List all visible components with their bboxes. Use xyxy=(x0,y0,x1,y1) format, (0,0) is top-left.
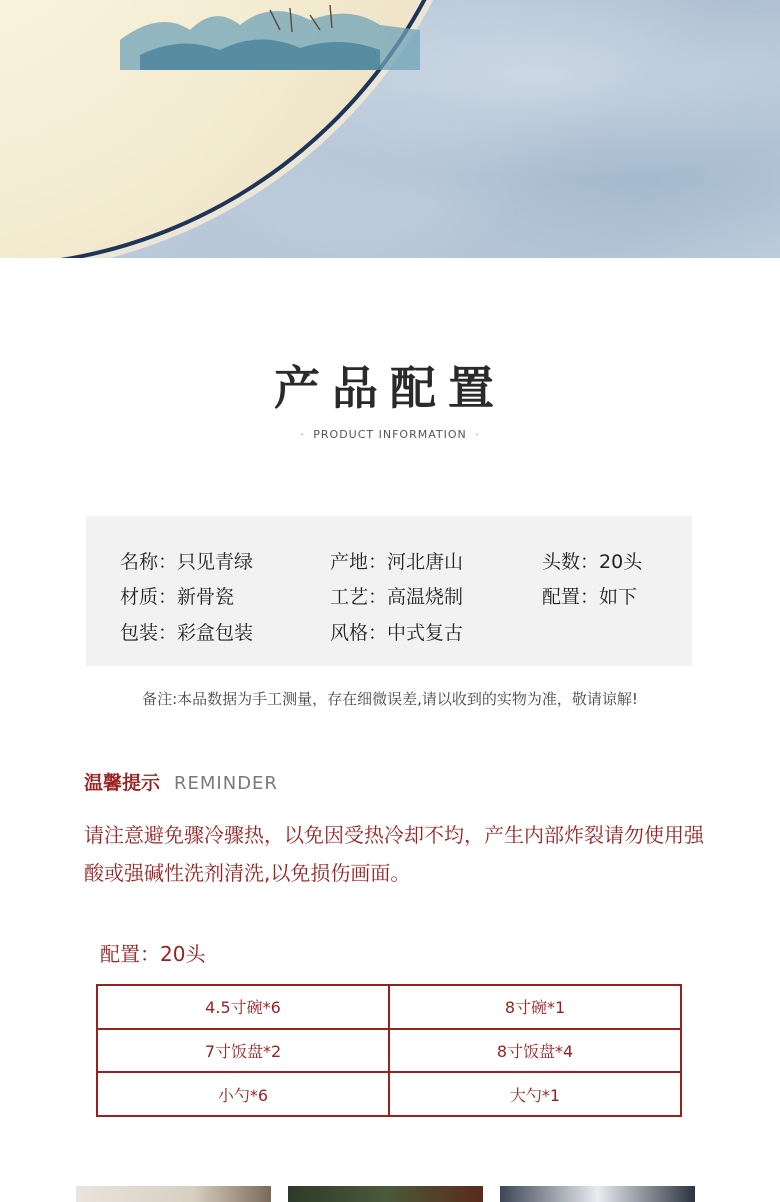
spec-packaging xyxy=(120,618,253,645)
product-thumbnail xyxy=(500,1186,695,1202)
reminder-heading xyxy=(84,768,278,795)
spec-style xyxy=(330,618,463,645)
spec-value: 河北唐山 xyxy=(387,551,464,573)
subtitle-dot-right: · xyxy=(475,428,480,441)
spec-name xyxy=(120,547,253,574)
spec-label: 产地： xyxy=(330,551,388,573)
spec-craft xyxy=(330,582,463,609)
spec-material xyxy=(120,582,234,609)
spec-value: 新骨瓷 xyxy=(177,586,235,608)
product-thumbnail xyxy=(288,1186,483,1202)
measurement-note: 备注:本品数据为手工测量，存在细微误差,请以收到的实物为准，敬请谅解! xyxy=(142,690,638,708)
spec-origin xyxy=(330,547,463,574)
spec-label: 名称： xyxy=(120,551,178,573)
table-cell: 4.5寸碗*6 xyxy=(97,985,389,1029)
config-table xyxy=(96,984,682,1117)
spec-label: 包装： xyxy=(120,622,178,644)
config-label: 配置：20头 xyxy=(100,942,206,966)
table-row xyxy=(97,1072,681,1116)
table-cell: 8寸饭盘*4 xyxy=(389,1029,681,1073)
spec-pieces xyxy=(542,547,642,574)
spec-label: 材质： xyxy=(120,586,178,608)
table-row xyxy=(97,1029,681,1073)
page-title: 产品配置 xyxy=(274,361,506,415)
table-cell: 7寸饭盘*2 xyxy=(97,1029,389,1073)
hero-image xyxy=(0,0,780,258)
reminder-text: 请注意避免骤冷骤热，以免因受热冷却不均，产生内部炸裂请勿使用强酸或强碱性洗剂清洗,以免损伤画面。 xyxy=(84,823,704,885)
reminder-title-en: REMINDER xyxy=(174,773,278,794)
mountain-painting xyxy=(120,0,420,70)
spec-label: 工艺： xyxy=(330,586,388,608)
reminder-title-cn: 温馨提示 xyxy=(84,772,161,794)
spec-value: 中式复古 xyxy=(387,622,464,644)
spec-label: 头数： xyxy=(542,551,600,573)
table-row xyxy=(97,985,681,1029)
spec-label: 配置： xyxy=(542,586,600,608)
spec-value: 如下 xyxy=(599,586,638,608)
spec-value: 高温烧制 xyxy=(387,586,464,608)
subtitle-dot-left: · xyxy=(300,428,305,441)
spec-value: 彩盒包装 xyxy=(177,622,254,644)
spec-value: 20头 xyxy=(599,551,643,573)
page-subtitle xyxy=(0,428,780,441)
table-cell: 8寸碗*1 xyxy=(389,985,681,1029)
spec-config xyxy=(542,582,637,609)
subtitle-text: PRODUCT INFORMATION xyxy=(313,428,467,441)
spec-label: 风格： xyxy=(330,622,388,644)
spec-box xyxy=(86,516,692,666)
table-cell: 小勺*6 xyxy=(97,1072,389,1116)
product-thumbnail xyxy=(76,1186,271,1202)
spec-value: 只见青绿 xyxy=(177,551,254,573)
table-cell: 大勺*1 xyxy=(389,1072,681,1116)
